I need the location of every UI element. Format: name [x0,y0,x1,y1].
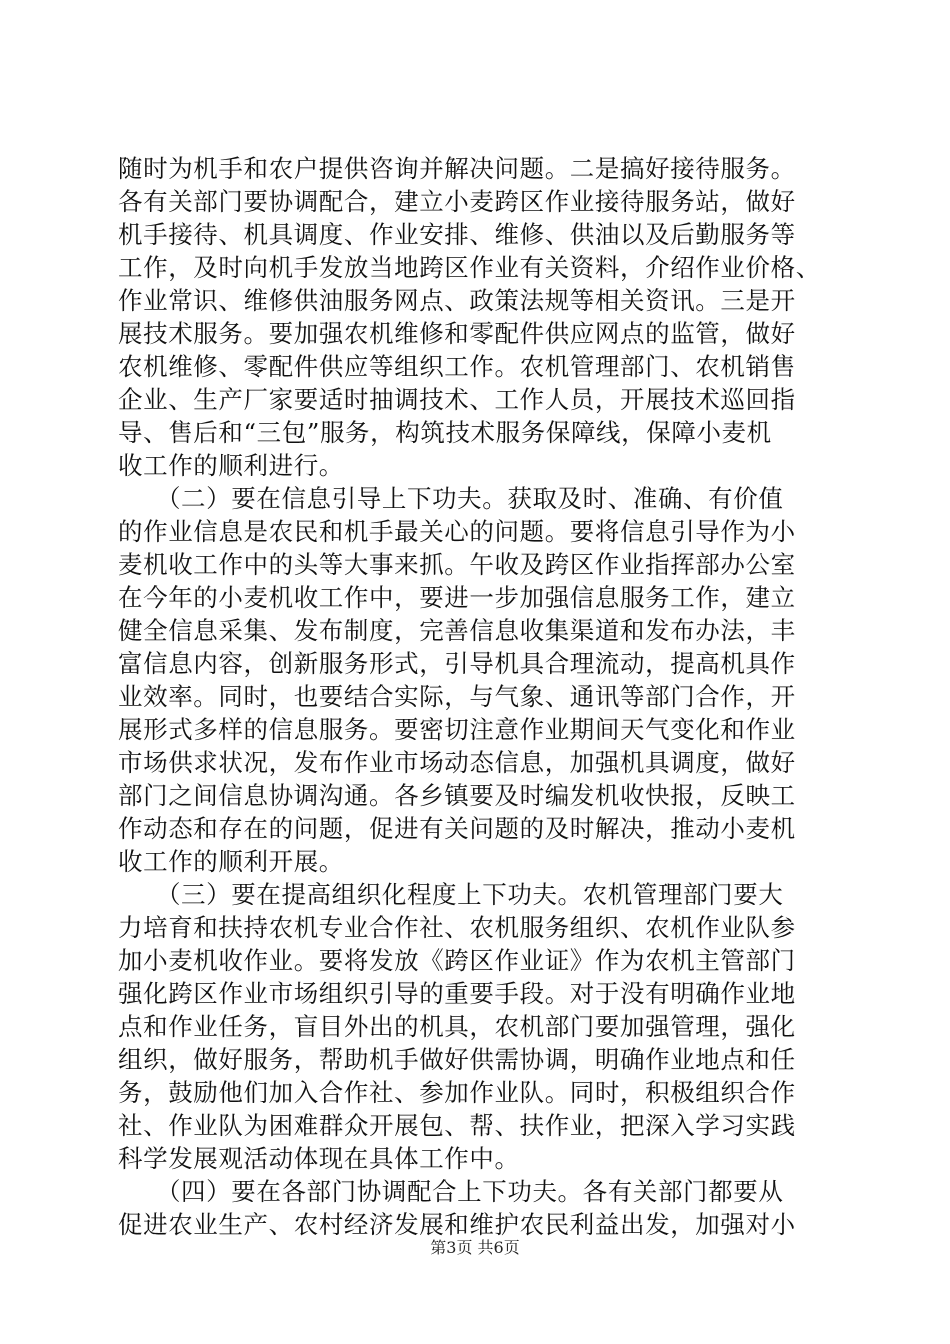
text-line: 导、售后和“三包”服务，构筑技术服务保障线，保障小麦机 [118,418,772,447]
text-line: 社、作业队为困难群众开展包、帮、扶作业，把深入学习实践 [118,1111,796,1140]
text-line: 加小麦机收作业。要将发放《跨区作业证》作为农机主管部门 [118,946,796,975]
text-line: 企业、生产厂家要适时抽调技术、工作人员，开展技术巡回指 [118,385,796,414]
text-line: 收工作的顺利进行。 [118,451,344,480]
text-line: 随时为机手和农户提供咨询并解决问题。二是搞好接待服务。 [118,154,796,183]
text-line: 部门之间信息协调沟通。各乡镇要及时编发机收快报，反映工 [118,781,796,810]
text-line: 富信息内容，创新服务形式，引导机具合理流动，提高机具作 [118,649,796,678]
page-footer: 第3页 共6页 [430,1238,520,1257]
text-line: 收工作的顺利开展。 [118,847,344,876]
document-body [118,152,838,1241]
text-line: 各有关部门要协调配合，建立小麦跨区作业接待服务站，做好 [118,187,796,216]
text-line: 市场供求状况，发布作业市场动态信息，加强机具调度，做好 [118,748,796,777]
text-line: 展形式多样的信息服务。要密切注意作业期间天气变化和作业 [118,715,796,744]
text-line: 在今年的小麦机收工作中，要进一步加强信息服务工作，建立 [118,583,796,612]
text-line: 科学发展观活动体现在具体工作中。 [118,1144,520,1173]
text-line: 务，鼓励他们加入合作社、参加作业队。同时，积极组织合作 [118,1078,796,1107]
text-line: （四）要在各部门协调配合上下功夫。各有关部门都要从 [118,1177,784,1206]
text-line: 促进农业生产、农村经济发展和维护农民利益出发，加强对小 [118,1210,796,1239]
text-line: （二）要在信息引导上下功夫。获取及时、准确、有价值 [118,484,784,513]
text-line: 作业常识、维修供油服务网点、政策法规等相关资讯。三是开 [118,286,796,315]
text-line: 农机维修、零配件供应等组织工作。农机管理部门、农机销售 [118,352,796,381]
text-line: 工作，及时向机手发放当地跨区作业有关资料，介绍作业价格、 [118,253,821,282]
text-line: 健全信息采集、发布制度，完善信息收集渠道和发布办法，丰 [118,616,796,645]
text-line: （三）要在提高组织化程度上下功夫。农机管理部门要大 [118,880,784,909]
text-line: 业效率。同时，也要结合实际，与气象、通讯等部门合作，开 [118,682,796,711]
text-line: 点和作业任务，盲目外出的机具，农机部门要加强管理，强化 [118,1012,796,1041]
text-line: 力培育和扶持农机专业合作社、农机服务组织、农机作业队参 [118,913,796,942]
text-line: 作动态和存在的问题，促进有关问题的及时解决，推动小麦机 [118,814,796,843]
text-line: 组织，做好服务，帮助机手做好供需协调，明确作业地点和任 [118,1045,796,1074]
text-line: 强化跨区作业市场组织引导的重要手段。对于没有明确作业地 [118,979,796,1008]
text-line: 的作业信息是农民和机手最关心的问题。要将信息引导作为小 [118,517,796,546]
text-line: 展技术服务。要加强农机维修和零配件供应网点的监管，做好 [118,319,796,348]
text-line: 麦机收工作中的头等大事来抓。午收及跨区作业指挥部办公室 [118,550,796,579]
text-line: 机手接待、机具调度、作业安排、维修、供油以及后勤服务等 [118,220,796,249]
